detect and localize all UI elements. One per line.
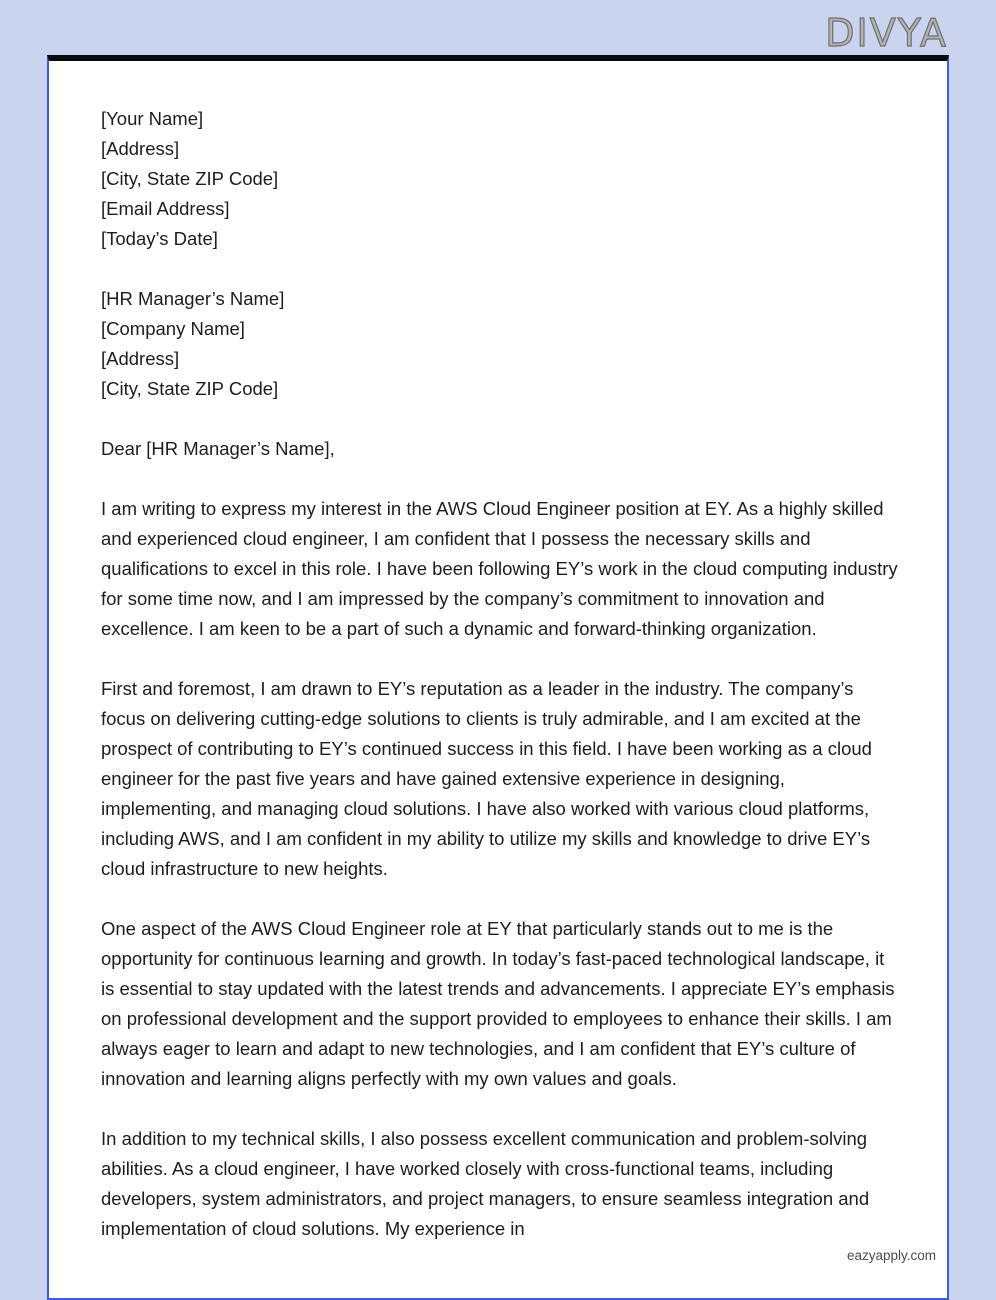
- brand-logo: DIVYA: [825, 11, 948, 55]
- letter-page: [47, 55, 949, 1300]
- sender-city-state-zip: [City, State ZIP Code]: [101, 168, 279, 189]
- sender-block: [101, 104, 901, 254]
- watermark-text: eazyapply.com: [843, 1246, 938, 1266]
- sender-name: [Your Name]: [101, 108, 204, 129]
- sender-email: [Email Address]: [101, 198, 230, 219]
- paragraph-experience: First and foremost, I am drawn to EY’s reputation as a leader in the industry. The company’s focus on delivering cutting-edge solutions to clients is truly admirable, and I am excited at the prospect of contributing to EY’s continued success in this field. I have been working as a cloud engineer for the past five years and have gained extensive experience in designing, implementing, and managing cloud solutions. I have also worked with various cloud platforms, including AWS, and I am confident in my ability to utilize my skills and knowledge to drive EY’s cloud infrastructure to new heights.: [101, 678, 872, 879]
- recipient-block: [101, 284, 901, 404]
- recipient-company: [Company Name]: [101, 318, 245, 339]
- paragraph-skills: In addition to my technical skills, I also possess excellent communication and problem-solving abilities. As a cloud engineer, I have worked closely with cross-functional teams, including developers, system administrators, and project managers, to ensure seamless integration and implementation of cloud solutions. My experience in: [101, 1128, 870, 1239]
- letter-date: [Today’s Date]: [101, 228, 218, 249]
- paragraph-growth: One aspect of the AWS Cloud Engineer role at EY that particularly stands out to me is the opportunity for continuous learning and growth. In today’s fast-paced technological landscape, it is essential to stay updated with the latest trends and advancements. I appreciate EY’s emphasis on professional development and the support provided to employees to enhance their skills. I am always eager to learn and adapt to new technologies, and I am confident that EY’s culture of innovation and learning aligns perfectly with my own values and goals.: [101, 918, 895, 1089]
- recipient-city-state-zip: [City, State ZIP Code]: [101, 378, 279, 399]
- paragraph-intro: I am writing to express my interest in the AWS Cloud Engineer position at EY. As a highly skilled and experienced cloud engineer, I am confident that I possess the necessary skills and qualifications to excel in this role. I have been following EY’s work in the cloud computing industry for some time now, and I am impressed by the company’s commitment to innovation and excellence. I am keen to be a part of such a dynamic and forward-thinking organization.: [101, 498, 898, 639]
- salutation: Dear [HR Manager’s Name],: [101, 438, 335, 459]
- recipient-name: [HR Manager’s Name]: [101, 288, 285, 309]
- recipient-address: [Address]: [101, 348, 180, 369]
- sender-address: [Address]: [101, 138, 180, 159]
- letter-content: [49, 61, 947, 1244]
